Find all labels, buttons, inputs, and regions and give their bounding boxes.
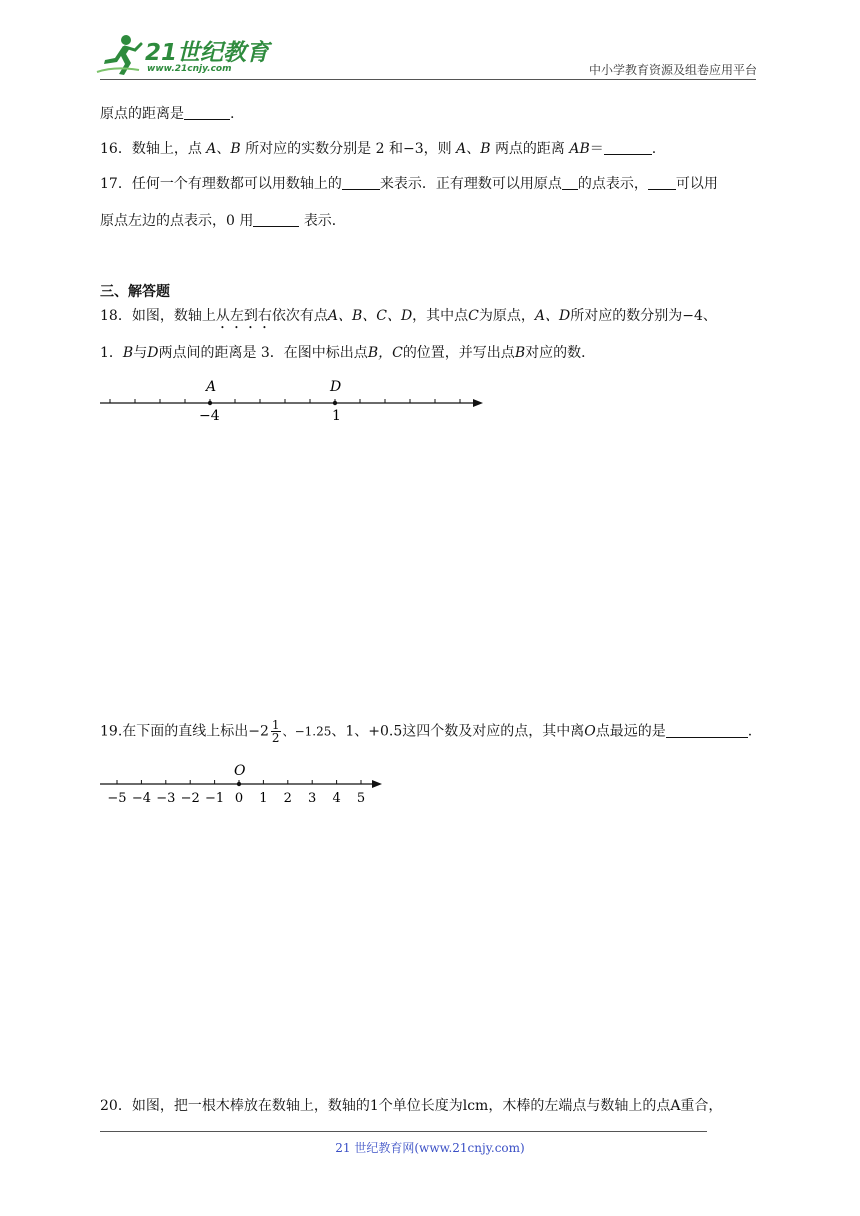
point-a-dot [208,401,212,405]
answer-blank [184,105,230,120]
header-divider [100,79,756,80]
point-d-dot [333,401,337,405]
tick-label-a: −4 [199,408,220,424]
site-logo [95,32,270,82]
question-15-tail: 原点的距离是 . [100,106,235,122]
origin-label: O [234,763,246,779]
tick-label: 2 [283,791,292,806]
question-18-line-2: 1．B与D两点间的距离是 3．在图中标出点B，C的位置，并写出点B对应的数． [100,345,596,361]
number-line-figure-19 [95,760,395,810]
tick-label: −1 [205,791,225,806]
tick-label: −4 [131,791,151,806]
section-heading: 三、解答题 [100,284,170,300]
answer-blank [604,140,652,155]
tick-labels [107,791,365,806]
logo-url: www.21cnjy.com [147,64,232,74]
origin-dot [237,782,241,786]
answer-blank [253,212,299,227]
question-17-line-1: 17．任何一个有理数都可以用数轴上的 来表示．正有理数可以用原点 的点表示， 可以用 [100,176,718,192]
tick-label: 5 [356,791,366,806]
tick-label: −3 [156,791,176,806]
tick-label: 1 [259,791,268,806]
footer-divider [100,1131,707,1132]
header-platform-title: 中小学教育资源及组卷应用平台 [588,63,757,77]
answer-blank [562,175,578,190]
question-18-line-1: 18．如图，数轴上从左到右依次有点A、B、C、D，其中点C为原点，A、D所对应的数分别为−4、 [100,308,717,324]
answer-blank [666,723,748,738]
runner-logo-icon [95,32,145,78]
answer-blank [342,175,380,190]
axis-arrow-icon [473,399,483,407]
question-16: 16．数轴上，点 A、B 所对应的实数分别是 2 和−3，则 A、B 两点的距离 AB＝ . [100,141,657,157]
question-17-line-2: 原点左边的点表示，0 用 表示． [100,213,346,229]
tick-label: −5 [107,791,127,806]
tick-label: −2 [180,791,200,806]
tick-label: 3 [308,791,317,806]
tick-marks [110,399,460,403]
tick-label: 0 [234,791,244,806]
axis-arrow-icon [372,780,382,788]
footer-text: 21 世纪教育网(www.21cnjy.com) [335,1141,525,1155]
logo-text: 21世纪教育 [145,40,270,66]
number-line-figure-18 [95,372,495,428]
question-20: 20．如图，把一根木棒放在数轴上，数轴的1个单位长度为lcm，木棒的左端点与数轴上的点A重合， [100,1098,723,1114]
answer-blank [648,175,676,190]
tick-label: 4 [332,791,341,806]
question-19: 19.在下面的直线上标出−2 $\frac{1}{2}$ 、−1.25、1、+0.5这四个数及对应的点，其中离O点最远的是 . [100,718,753,745]
tick-label-d: 1 [332,408,341,424]
point-a-label: A [206,379,217,395]
point-d-label: D [330,379,342,395]
mixed-fraction: $\frac{1}{2}$ [271,718,280,745]
